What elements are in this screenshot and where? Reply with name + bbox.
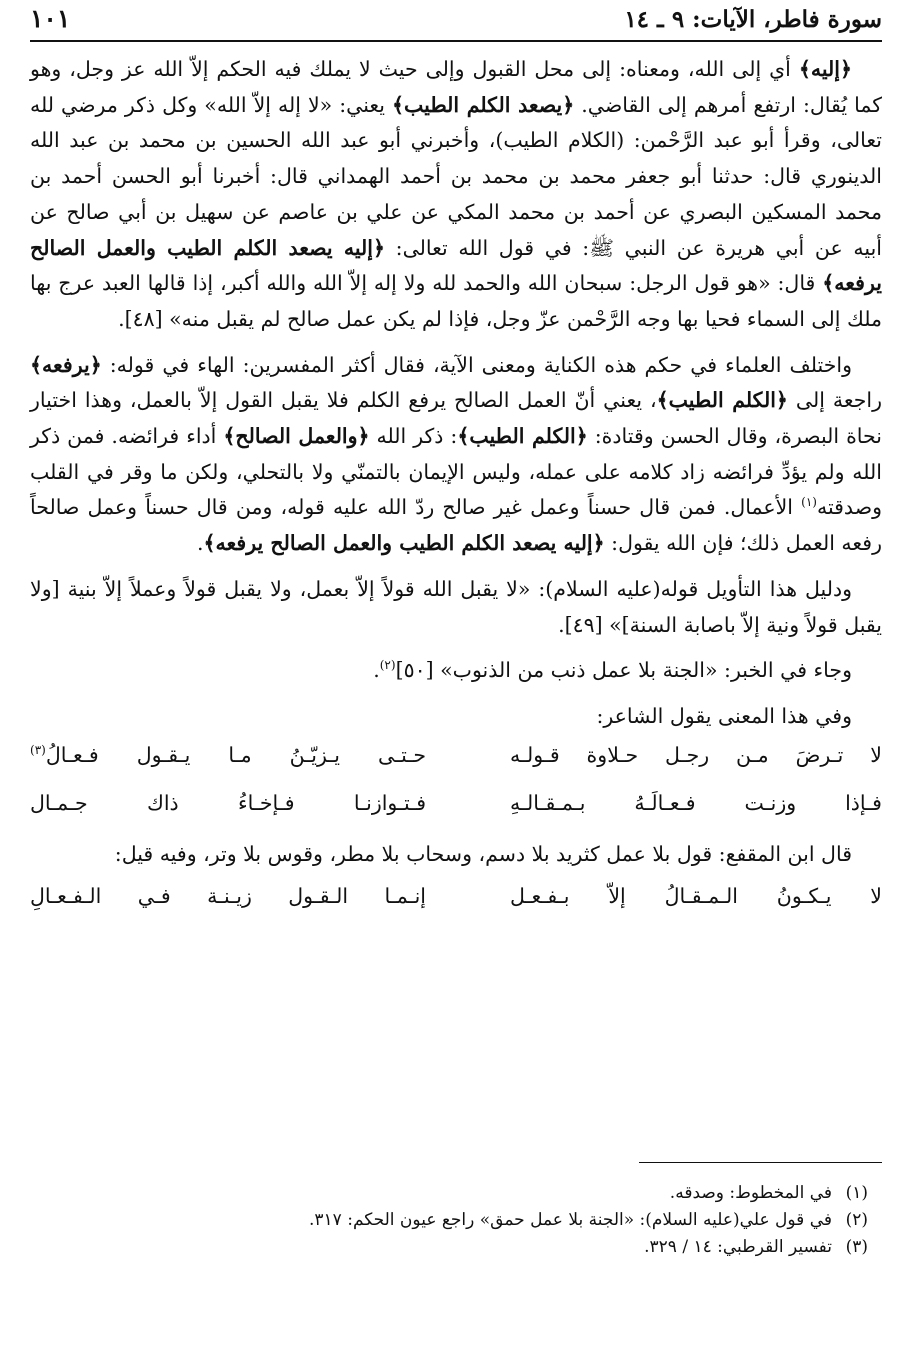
footnote-text: في المخطوط: وصدقه. [669, 1183, 832, 1203]
text-run: راجعة إلى [787, 388, 882, 413]
text-run: ودليل هذا التأويل قوله(عليه السلام): «لا يقبل الله قولاً إلاّ بعمل، ولا يقبل قولاً وعملاً إلاّ بنية [ولا يقبل قولاً ونية إلاّ باصابة السنة]» [٤٩]. [30, 576, 882, 637]
poem-verse [30, 876, 882, 924]
paragraph-group [30, 52, 882, 735]
verse-first-hemistich: فـإذا وزنـت فـعـالَـهُ بـمـقـالـهِ [510, 790, 882, 815]
paragraph [30, 653, 882, 689]
header-divider [30, 40, 882, 42]
paragraph [30, 572, 882, 643]
footnote-divider [639, 1162, 882, 1163]
footnote-text: في قول علي(عليه السلام): «الجنة بلا عمل حمق» راجع عيون الحكم: ٣١٧. [309, 1210, 832, 1230]
verse-first-hemistich: لا تـرضَ مـن رجـل حـلاوة قـولـه [510, 742, 882, 767]
running-header [30, 4, 882, 36]
surah-title: سورة فاطر، الآيات: ٩ ـ ١٤ [624, 6, 882, 33]
text-run: : ذكر الله [369, 424, 458, 449]
footnotes [30, 1180, 868, 1261]
text-run: أداء فرائضه. فمن ذكر الله ولم يؤدِّ فرائضه زاد كلامه على عمله، وليس الإيمان بالتمنّي ولا بالتحلي، ولكن ما وقر في القلب وصدقته [30, 424, 882, 520]
verse-second-hemistich [30, 743, 426, 767]
verse-second-hemistich: إنـمـا الـقـول زيـنـة فـي الـفـعـالِ [30, 884, 426, 909]
paragraph [30, 52, 882, 338]
paragraph [30, 699, 882, 735]
text-run: . [373, 658, 380, 683]
text-run: قال: «هو قول الرجل: سبحان الله والحمد لله ولا إله إلاّ الله والله أكبر، إذا قالها العبد عرج بها ملك إلى السماء فحيا بها وجه الرَّحْمن عزّ وجل، فإذا لم يكن عمل صالح لم يقبل منه» [٤٨]. [30, 271, 882, 331]
text-run: ، يعني أنّ العمل الصالح يرفع الكلم فلا يقبل القول إلاّ بالعمل، وهذا اختيار نحاة البصرة، وقال الحسن وقتادة: [30, 388, 882, 449]
quran-quote: ﴿يصعد الكلم الطيب﴾ [392, 92, 575, 117]
footnote [30, 1207, 868, 1234]
footnote-marker: (٢) [379, 658, 396, 673]
paragraph: قال ابن المقفع: قول بلا عمل كثريد بلا دسم، وسحاب بلا مطر، وقوس بلا وتر، وفيه قيل: [114, 841, 852, 866]
quran-quote: ﴿الكلم الطيب﴾ [656, 388, 788, 413]
verse-second-hemistich [30, 791, 426, 815]
paragraph [30, 348, 882, 562]
page-number: ١٠١ [30, 4, 71, 33]
poem-verses [30, 735, 882, 831]
footnote [30, 1180, 868, 1207]
poem-verse [30, 783, 882, 831]
verse-text: فـتـوازنـا فـإخـاءُ ذاك جـمـال [30, 790, 426, 815]
footnote-marker: (٣) [30, 742, 46, 757]
poem-verse [30, 735, 882, 783]
footnote-number: (٢) [845, 1210, 868, 1230]
quran-quote: ﴿والعمل الصالح﴾ [223, 424, 370, 449]
main-text [30, 52, 882, 924]
quran-quote: ﴿الكلم الطيب﴾ [457, 424, 588, 449]
footnote-number: (٣) [845, 1237, 868, 1257]
quran-quote: ﴿إليه يصعد الكلم الطيب والعمل الصالح يرفعه﴾ [30, 235, 882, 296]
text-run: الأعمال. فمن قال حسناً وعمل غير صالح ردّ الله عليه قوله، ومن قال حسناً وعمل صالحاً رفعه العمل ذلك؛ فإن الله يقول: [30, 495, 882, 556]
text-run: وفي هذا المعنى يقول الشاعر: [596, 703, 852, 728]
text-run: يعني: «لا إله إلاّ الله» وكل ذكر مرضي لله تعالى، وقرأ أبو عبد الرَّحْمن: (الكلام الطيب)، وأخبرني أبو عبد الله الحسين بن محمد بن عبد الله الدينوري قال: حدثنا أبو جعفر محمد بن محمد بن أحمد الهمداني قال: أخبرنا أبو الحسن أحمد بن محمد المسكين البصري عن أحمد بن محمد المكي عن علي بن عاصم عن سهيل بن أبي صالح عن أبيه عن أبي هريرة عن النبي ﷺ: في قول الله تعالى: [30, 92, 882, 260]
footnote-marker: (١) [801, 495, 817, 510]
footnote [30, 1234, 868, 1261]
text-run: . [197, 531, 204, 556]
verse-first-hemistich: لا يـكـونُ الـمـقـالُ إلاّ بـفـعـل [510, 884, 882, 909]
text-run: وجاء في الخبر: «الجنة بلا عمل ذنب من الذنوب» [٥٠] [395, 658, 852, 683]
text-run: واختلف العلماء في حكم هذه الكناية ومعنى الآية، فقال أكثر المفسرين: الهاء في قوله: [101, 352, 852, 377]
quran-quote: ﴿إليه﴾ [798, 57, 852, 81]
quran-quote: ﴿يرفعه﴾ [30, 352, 102, 377]
footnote-number: (١) [845, 1183, 868, 1203]
footnote-text: تفسير القرطبي: ١٤ / ٣٢٩. [644, 1237, 832, 1257]
verse-text: حـتـى يـزيّـنُ مـا يـقـول فـعـالُ [45, 742, 426, 767]
quran-quote: ﴿إليه يصعد الكلم الطيب والعمل الصالح يرفعه﴾ [203, 531, 605, 556]
text-run: أي إلى الله، ومعناه: إلى محل القبول وإلى حيث لا يملك فيه الحكم إلاّ الله عز وجل، وهو كما يُقال: ارتفع أمرهم إلى القاضي. [30, 57, 882, 117]
